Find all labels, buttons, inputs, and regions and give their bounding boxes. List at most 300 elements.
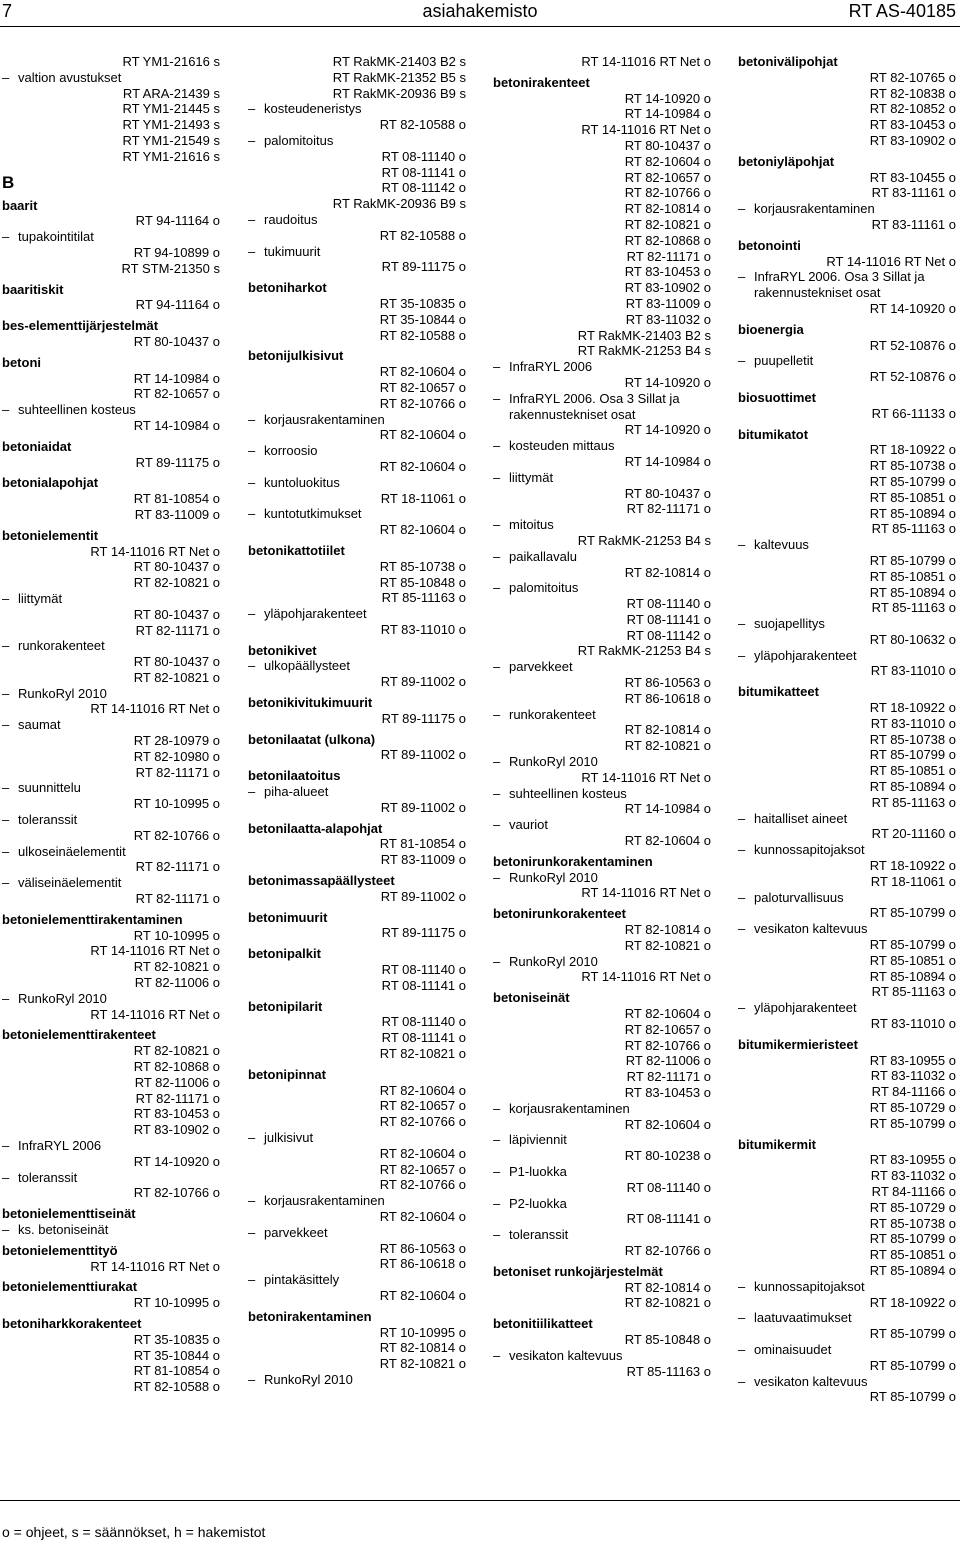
reference-code: RT 14-10984 o [133,417,220,433]
reference-code: RT 85-10799 o [869,905,956,921]
index-heading: betonialapohjat [2,475,99,491]
index-heading: betonielementtirakentaminen [2,911,183,927]
index-subentry: – läpiviennit [493,1132,711,1148]
reference-code: RT 82-10766 o [379,1114,466,1130]
reference-code: RT 83-10453 o [624,1085,711,1100]
reference-code: RT 86-10563 o [624,675,711,691]
page-number: 7 [2,1,13,21]
reference-code: RT 80-10437 o [133,559,220,575]
reference-code: RT 10-10995 o [133,796,220,812]
index-heading: bitumikermieristeet [738,1036,858,1052]
index-heading: betonielementtityö [2,1242,118,1258]
reference-code: RT 85-10799 o [869,1115,956,1131]
reference-code: RT 08-11140 o [381,962,466,978]
reference-code: RT 82-10657 o [133,386,220,402]
reference-code: RT 80-10437 o [133,654,220,670]
index-subentry: – tukimuurit [248,244,466,260]
reference-code: RT 82-10766 o [133,1185,220,1201]
index-heading: betonipilarit [248,998,323,1014]
index-subentry: – korroosio [248,443,466,459]
index-subentry: – toleranssit [2,812,220,828]
reference-code: RT 85-10851 o [869,952,956,968]
reference-code: RT 82-10766 o [624,1037,711,1053]
index-subentry: – vesikaton kaltevuus [738,921,956,937]
reference-code: RT 82-11006 o [134,975,220,991]
reference-code: RT 82-11171 o [135,859,220,875]
index-heading: betonipinnat [248,1066,326,1082]
reference-code: RT 85-10848 o [624,1331,711,1347]
reference-code: RT 81-10854 o [133,491,220,507]
reference-code: RT 85-11163 o [381,590,466,606]
index-subentry: – kosteudeneristys [248,101,466,117]
reference-code: RT 83-10902 o [869,132,956,148]
reference-code: RT 89-11002 o [380,888,466,904]
reference-code: RT 83-11032 o [625,311,711,327]
reference-code: RT 82-11171 o [135,622,220,638]
reference-code: RT 18-10922 o [869,442,956,458]
reference-code: RT 85-11163 o [871,794,956,810]
index-heading: bioenergia [738,321,804,337]
index-subentry: – mitoitus [493,517,711,533]
reference-code: RT 81-10854 o [379,836,466,852]
reference-code: RT 35-10835 o [379,295,466,311]
index-heading: betonivälipohjat [738,54,838,69]
index-heading: bitumikatot [738,426,809,442]
reference-code: RT 18-11061 o [870,873,956,889]
reference-code: RT 83-11009 o [134,506,220,522]
reference-code: RT 85-11163 o [871,521,956,537]
reference-code: RT 82-11171 o [135,1090,220,1106]
reference-code: RT 83-11010 o [870,663,956,679]
reference-code: RT RakMK-21403 B2 s [332,54,466,69]
reference-code: RT 82-10604 o [624,1116,711,1132]
reference-code: RT RakMK-21403 B2 s [577,327,711,343]
index-subentry: – raudoitus [248,212,466,228]
index-subentry: – suhteellinen kosteus [493,786,711,802]
reference-code: RT 83-11010 o [870,1016,956,1032]
reference-code: RT 52-10876 o [869,369,956,385]
reference-code: RT 85-10738 o [869,731,956,747]
reference-code: RT 82-10980 o [133,748,220,764]
reference-code: RT STM-21350 s [121,260,220,276]
reference-code: RT YM1-21493 s [122,117,220,133]
index-heading: betonielementtiseinät [2,1206,136,1222]
index-subentry: – runkorakenteet [493,707,711,723]
index-subentry: – väliseinäelementit [2,875,220,891]
index-heading: betonielementit [2,527,99,543]
reference-code: RT 85-11163 o [871,984,956,1000]
reference-code: RT 14-10920 o [624,90,711,106]
reference-code: RT 85-10799 o [869,1389,956,1405]
reference-code: RT 08-11141 o [626,611,711,627]
reference-code: RT 82-11171 o [626,1069,711,1085]
reference-code: RT 14-10984 o [624,106,711,122]
reference-code: RT 14-10920 o [624,422,711,438]
index-heading: bitumikatteet [738,684,819,700]
reference-code: RT 82-10604 o [379,1082,466,1098]
reference-code: RT 82-11006 o [625,1053,711,1069]
reference-code: RT 82-10766 o [624,1242,711,1258]
index-heading: betoniharkot [248,280,327,296]
index-heading: biosuottimet [738,389,816,405]
reference-code: RT 83-11161 o [871,216,956,232]
reference-code: RT 85-10851 o [869,568,956,584]
index-subentry: – kaltevuus [738,537,956,553]
index-heading: betonilaatta-alapohjat [248,820,383,836]
reference-code: RT 83-11161 o [871,185,956,201]
reference-code: RT 84-11166 o [871,1183,956,1199]
index-subentry: – julkisivut [248,1130,466,1146]
reference-code: RT 82-10604 o [379,364,466,380]
reference-code: RT 14-10984 o [624,801,711,817]
reference-code: RT 83-10955 o [869,1152,956,1168]
index-subentry: – saumat [2,717,220,733]
reference-code: RT 82-10814 o [624,922,711,938]
reference-code: RT 82-10657 o [379,379,466,395]
index-heading: betoniset runkojärjestelmät [493,1263,663,1279]
reference-code: RT 85-10799 o [869,473,956,489]
index-subentry: – suhteellinen kosteus [2,402,220,418]
index-heading: betoniseinät [493,990,570,1006]
index-subentry: – RunkoRyl 2010 [248,1372,466,1388]
reference-code: RT 85-10738 o [869,458,956,474]
index-subentry: – suojapellitys [738,616,956,632]
reference-code: RT 82-11006 o [134,1074,220,1090]
reference-code: RT 82-10821 o [379,1046,466,1062]
reference-code: RT 18-10922 o [869,700,956,716]
reference-code: RT 28-10979 o [133,733,220,749]
reference-code: RT 85-10894 o [869,505,956,521]
reference-code: RT 85-10848 o [379,574,466,590]
index-subentry: – pintakäsittely [248,1272,466,1288]
reference-code: RT 89-11175 o [381,925,466,941]
reference-code: RT 14-10920 o [869,300,956,316]
reference-code: RT 83-11010 o [870,715,956,731]
index-subentry: – RunkoRyl 2010 [493,754,711,770]
reference-code: RT 82-10821 o [133,959,220,975]
index-subentry: – ulkoseinäelementit [2,844,220,860]
reference-code: RT 80-10632 o [869,631,956,647]
page-title: asiahakemisto [422,1,538,21]
reference-code: RT 80-10238 o [624,1148,711,1164]
reference-code: RT 10-10995 o [133,927,220,943]
reference-code: RT 82-11171 o [626,501,711,517]
index-heading: betoniyläpohjat [738,153,835,169]
reference-code: RT 82-10868 o [624,232,711,248]
reference-code: RT 08-11141 o [381,977,466,993]
index-column-1 [2,54,220,1395]
reference-code: RT 18-11061 o [380,490,466,506]
reference-code: RT 83-10453 o [624,264,711,280]
reference-code: RT 82-10766 o [379,395,466,411]
reference-code: RT 82-10852 o [869,101,956,117]
reference-code: RT 20-11160 o [871,826,956,842]
reference-code: RT 82-10657 o [624,169,711,185]
reference-code: RT 89-11175 o [381,710,466,726]
reference-code: RT 35-10844 o [133,1347,220,1363]
reference-code: RT 82-10604 o [624,1006,711,1022]
reference-code: RT 84-11166 o [871,1084,956,1100]
reference-code: RT 82-10814 o [624,201,711,217]
reference-code: RT 08-11140 o [626,1179,711,1195]
reference-code: RT 80-10437 o [133,606,220,622]
reference-code: RT 89-11002 o [380,674,466,690]
index-subentry: – yläpohjarakenteet [248,606,466,622]
abbreviation-legend: o = ohjeet, s = säännökset, h = hakemistot [2,1524,266,1540]
reference-code: RT 82-10868 o [133,1059,220,1075]
reference-code: RT 83-11010 o [380,621,466,637]
reference-code: RT 83-11032 o [870,1168,956,1184]
index-subentry: – parvekkeet [248,1225,466,1241]
index-subentry: – korjausrakentaminen [248,412,466,428]
reference-code: RT 82-10604 o [379,1208,466,1224]
index-subentry: – haitalliset aineet [738,811,956,827]
index-subentry: – ominaisuudet [738,1342,956,1358]
index-subentry: – P2-luokka [493,1196,711,1212]
index-subentry: – RunkoRyl 2010 [2,991,220,1007]
reference-code: RT RakMK-21253 B4 s [577,343,711,359]
index-heading: betonielementtirakenteet [2,1027,156,1043]
index-subentry: – RunkoRyl 2010 [2,686,220,702]
index-subentry: – piha-alueet [248,784,466,800]
reference-code: RT 82-10766 o [379,1177,466,1193]
reference-code: RT 10-10995 o [133,1295,220,1311]
reference-code: RT 52-10876 o [869,337,956,353]
index-subentry: – kunnossapitojaksot [738,842,956,858]
index-subentry: – ks. betoniseinät [2,1222,220,1238]
reference-code: RT 66-11133 o [871,405,956,421]
reference-code: RT 89-11175 o [135,454,220,470]
index-subentry: – ulkopäällysteet [248,658,466,674]
reference-code: RT RakMK-21352 B5 s [332,69,466,85]
reference-code: RT 85-10851 o [869,1247,956,1263]
reference-code: RT YM1-21616 s [122,54,220,69]
index-subentry: – kosteuden mittaus [493,438,711,454]
index-heading: betonitiilikatteet [493,1316,593,1332]
reference-code: RT 82-10604 o [379,458,466,474]
index-subentry: – P1-luokka [493,1164,711,1180]
index-subentry: – tupakointitilat [2,229,220,245]
reference-code: RT 83-10902 o [624,280,711,296]
reference-code: RT 83-10955 o [869,1052,956,1068]
reference-code: RT 10-10995 o [379,1324,466,1340]
index-heading: baaritiskit [2,281,64,297]
reference-code: RT 89-11002 o [380,747,466,763]
footer-divider [0,1500,960,1501]
index-subentry: – InfraRYL 2006 [2,1138,220,1154]
reference-code: RT 85-10799 o [869,747,956,763]
header-divider [0,26,960,27]
reference-code: RT YM1-21549 s [122,132,220,148]
reference-code: RT 14-11016 RT Net o [90,1258,220,1274]
index-heading: betonijulkisivut [248,348,344,364]
reference-code: RT 18-10922 o [869,1294,956,1310]
index-subentry: – suunnittelu [2,780,220,796]
reference-code: RT 86-10618 o [624,690,711,706]
reference-code: RT 14-11016 RT Net o [581,769,711,785]
reference-code: RT 83-10902 o [133,1122,220,1138]
index-heading: betonointi [738,237,801,253]
index-subentry: – InfraRYL 2006. Osa 3 Sillat ja rakennustekniset osat [493,391,711,423]
reference-code: RT RakMK-21253 B4 s [577,532,711,548]
reference-code: RT 18-10922 o [869,858,956,874]
section-letter: B [2,172,15,192]
index-subentry: – toleranssit [2,1170,220,1186]
reference-code: RT 83-11032 o [870,1068,956,1084]
reference-code: RT 94-11164 o [135,213,220,229]
index-subentry: – kunnossapitojaksot [738,1279,956,1295]
reference-code: RT 80-10437 o [624,485,711,501]
index-heading: betonikivitukimuurit [248,695,373,711]
index-subentry: – paloturvallisuus [738,890,956,906]
index-subentry: – palomitoitus [493,580,711,596]
reference-code: RT 14-10984 o [133,370,220,386]
reference-code: RT 85-10894 o [869,584,956,600]
reference-code: RT RakMK-20936 B9 s [332,85,466,101]
reference-code: RT 82-10821 o [624,1295,711,1311]
reference-code: RT 14-11016 RT Net o [581,885,711,901]
reference-code: RT 08-11140 o [381,148,466,164]
reference-code: RT 82-10814 o [624,564,711,580]
reference-code: RT 85-10738 o [869,1215,956,1231]
reference-code: RT 85-10738 o [379,558,466,574]
reference-code: RT 82-10588 o [133,1379,220,1395]
reference-code: RT 82-10821 o [624,738,711,754]
page-header [0,0,960,24]
index-subentry: – laatuvaatimukset [738,1310,956,1326]
index-heading: betonimuurit [248,909,328,925]
index-column-3 [493,54,711,1379]
reference-code: RT 14-10984 o [624,453,711,469]
reference-code: RT 82-10604 o [379,1287,466,1303]
reference-code: RT 85-10729 o [869,1199,956,1215]
index-subentry: – valtion avustukset [2,70,220,86]
reference-code: RT 08-11141 o [626,1211,711,1227]
reference-code: RT 82-10588 o [379,327,466,343]
reference-code: RT 14-11016 RT Net o [581,969,711,985]
reference-code: RT 86-10563 o [379,1240,466,1256]
index-heading: betonirunkorakentaminen [493,853,653,869]
reference-code: RT 94-10899 o [133,244,220,260]
reference-code: RT 14-11016 RT Net o [90,943,220,959]
index-subentry: – kuntotutkimukset [248,506,466,522]
reference-code: RT 14-11016 RT Net o [90,701,220,717]
reference-code: RT 82-10604 o [624,153,711,169]
reference-code: RT 85-10894 o [869,779,956,795]
reference-code: RT 14-10920 o [624,374,711,390]
index-subentry: – toleranssit [493,1227,711,1243]
index-heading: betonikattotiilet [248,542,345,558]
reference-code: RT 82-10766 o [624,185,711,201]
reference-code: RT 82-10814 o [624,1279,711,1295]
index-column-4 [738,54,956,1405]
reference-code: RT 82-10657 o [624,1021,711,1037]
reference-code: RT 85-11163 o [626,1363,711,1379]
index-heading: betoni [2,354,41,370]
reference-code: RT 82-10821 o [379,1356,466,1372]
reference-code: RT ARA-21439 s [122,85,220,101]
index-heading: betonielementtiurakat [2,1279,138,1295]
index-subentry: – korjausrakentaminen [493,1101,711,1117]
index-subentry: – korjausrakentaminen [738,201,956,217]
reference-code: RT 83-11009 o [625,295,711,311]
reference-code: RT 08-11141 o [381,164,466,180]
index-subentry: – InfraRYL 2006. Osa 3 Sillat ja rakennustekniset osat [738,269,956,301]
reference-code: RT 82-10821 o [624,216,711,232]
reference-code: RT 85-10851 o [869,763,956,779]
index-subentry: – runkorakenteet [2,638,220,654]
reference-code: RT 14-11016 RT Net o [581,122,711,138]
reference-code: RT 82-10604 o [379,522,466,538]
document-code: RT AS-40185 [848,1,956,21]
reference-code: RT 82-10657 o [379,1161,466,1177]
index-heading: betonirunkorakenteet [493,906,626,922]
index-heading: betonimassapäällysteet [248,873,395,889]
index-subentry: – InfraRYL 2006 [493,359,711,375]
reference-code: RT 82-10814 o [379,1340,466,1356]
reference-code: RT 14-10920 o [133,1153,220,1169]
reference-code: RT 86-10618 o [379,1256,466,1272]
reference-code: RT 82-10588 o [379,117,466,133]
reference-code: RT 82-10821 o [624,937,711,953]
index-heading: betonilaatoitus [248,768,341,784]
reference-code: RT 35-10844 o [379,311,466,327]
reference-code: RT 08-11141 o [381,1030,466,1046]
reference-code: RT 08-11142 o [381,180,466,196]
reference-code: RT 80-10437 o [133,333,220,349]
index-column-2 [248,54,466,1388]
reference-code: RT 85-10894 o [869,968,956,984]
reference-code: RT 85-10799 o [869,552,956,568]
reference-code: RT 89-11175 o [381,259,466,275]
reference-code: RT 82-10814 o [624,722,711,738]
reference-code: RT 82-11171 o [135,891,220,907]
index-subentry: – palomitoitus [248,133,466,149]
reference-code: RT 82-10657 o [379,1098,466,1114]
reference-code: RT 08-11140 o [626,596,711,612]
reference-code: RT 82-10821 o [133,1043,220,1059]
reference-code: RT 85-10799 o [869,1357,956,1373]
index-heading: betonirakenteet [493,74,590,90]
reference-code: RT 82-10838 o [869,85,956,101]
reference-code: RT RakMK-21253 B4 s [577,643,711,659]
reference-code: RT 08-11142 o [626,627,711,643]
index-subentry: – yläpohjarakenteet [738,1000,956,1016]
index-subentry: – kuntoluokitus [248,475,466,491]
reference-code: RT 14-11016 RT Net o [90,543,220,559]
reference-code: RT 94-11164 o [135,297,220,313]
reference-code: RT 82-10604 o [624,833,711,849]
index-subentry: – korjausrakentaminen [248,1193,466,1209]
reference-code: RT 80-10437 o [624,137,711,153]
index-heading: betonilaatat (ulkona) [248,731,376,747]
reference-code: RT 82-11171 o [135,764,220,780]
index-heading: betonikivet [248,642,317,658]
reference-code: RT 85-11163 o [871,600,956,616]
reference-code: RT 85-10799 o [869,1231,956,1247]
reference-code: RT 82-10821 o [133,575,220,591]
index-subentry: – RunkoRyl 2010 [493,870,711,886]
index-heading: baarit [2,197,38,213]
reference-code: RT 89-11002 o [380,799,466,815]
index-heading: betonipalkit [248,946,321,962]
reference-code: RT 82-10588 o [379,227,466,243]
reference-code: RT 82-10821 o [133,669,220,685]
index-subentry: – vesikaton kaltevuus [738,1374,956,1390]
reference-code: RT 85-10729 o [869,1100,956,1115]
index-heading: betoniharkkorakenteet [2,1315,142,1331]
reference-code: RT 83-11009 o [380,852,466,868]
